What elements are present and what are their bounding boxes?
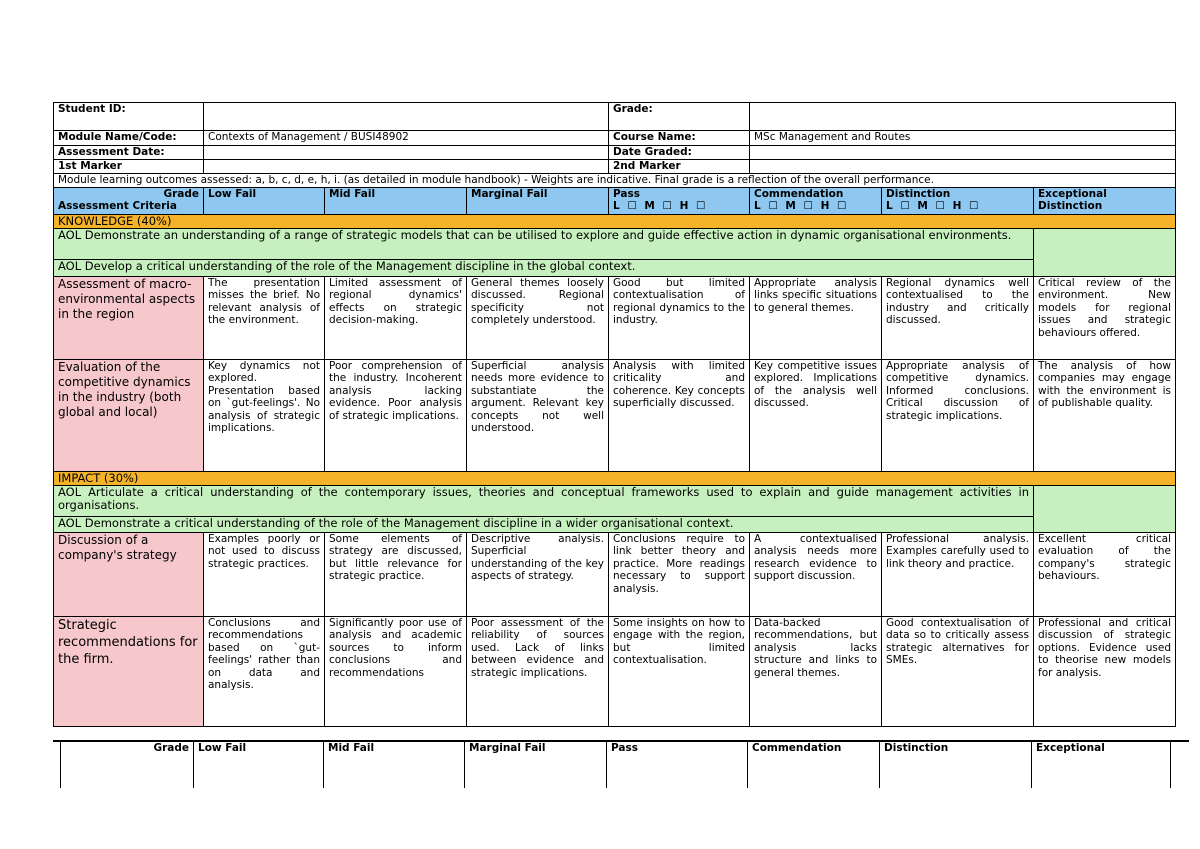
bottom-level-label: Pass [607,742,748,788]
rubric-cell: Key competitive issues explored. Implications of the analysis well discussed. [750,359,882,471]
rubric-cell: Critical review of the environment. New models for regional issues and strategic behaviours offered. [1034,276,1176,359]
student-id-label: Student ID: [54,103,204,131]
grade-label: Grade: [609,103,750,131]
rubric-cell: Professional analysis. Examples carefully used to link theory and practice. [882,532,1034,616]
level-label: Exceptional [1038,187,1107,200]
knowledge-aol-2-row [54,259,1176,276]
bottom-level-label: Low Fail [194,742,324,788]
first-marker-field[interactable] [204,160,609,174]
grade-header-row [54,187,1176,214]
impact-aol-1-row [54,485,1176,516]
bottom-level-label: Mid Fail [324,742,465,788]
rubric-cell: Limited assessment of regional dynamics' effects on strategic decision-making. [325,276,467,359]
level-low-fail [204,187,325,214]
rubric-page [53,102,1175,727]
lmh-checkboxes[interactable]: L ☐ M ☐ H ☐ [754,200,849,212]
level-mid-fail [325,187,467,214]
assessment-date-field[interactable] [204,146,609,160]
rubric-cell: Good contextualisation of data so to critically assess strategic alternatives for SMEs. [882,616,1034,726]
rubric-cell: Poor comprehension of the industry. Incoherent analysis lacking evidence. Poor analysis of strategic implications. [325,359,467,471]
module-label: Module Name/Code: [54,131,204,146]
level-sub-label: Distinction [1038,200,1103,212]
rubric-cell: Appropriate analysis links specific situations to general themes. [750,276,882,359]
impact-title: IMPACT (30%) [54,471,1176,485]
criterion-competitive-dynamics: Evaluation of the competitive dynamics in the industry (both global and local) [54,359,204,471]
level-distinction [882,187,1034,214]
bottom-level-label: Distinction [880,742,1032,788]
rubric-cell: Data-backed recommendations, but analysis lacks structure and links to general themes. [750,616,882,726]
criteria-header-label: Assessment Criteria [58,200,177,212]
rubric-cell: A contextualised analysis needs more research evidence to support discussion. [750,532,882,616]
level-label: Low Fail [208,187,257,200]
rubric-cell: Excellent critical evaluation of the company's strategic behaviours. [1034,532,1176,616]
table-row [54,532,1176,616]
knowledge-aol-1-row [54,228,1176,259]
table-row [54,359,1176,471]
date-graded-field[interactable] [750,146,1176,160]
rubric-cell: General themes loosely discussed. Regional specificity not completely understood. [467,276,609,359]
bottom-grade-row [60,742,1175,788]
bottom-level-label: Exceptional [1032,742,1171,788]
impact-section-row [54,471,1176,485]
rubric-cell: Poor assessment of the reliability of sources used. Lack of links between evidence and strategic implications. [467,616,609,726]
second-marker-label: 2nd Marker [609,160,750,174]
level-label: Pass [613,187,640,200]
rubric-cell: Conclusions require to link better theory and practice. More readings necessary to support analysis. [609,532,750,616]
bottom-grade-label: Grade [61,742,194,788]
knowledge-section-row [54,214,1176,228]
level-marginal-fail [467,187,609,214]
criterion-company-strategy: Discussion of a company's strategy [54,532,204,616]
rubric-cell: Key dynamics not explored. Presentation based on `gut-feelings'. No analysis of strategic implications. [204,359,325,471]
grade-header-label: Grade [163,187,199,200]
level-pass [609,187,750,214]
student-id-field[interactable] [204,103,609,131]
module-row [54,131,1176,146]
first-marker-label: 1st Marker [54,160,204,174]
rubric-cell: Significantly poor use of analysis and academic sources to inform conclusions and recommendations [325,616,467,726]
level-label: Commendation [754,187,844,200]
lmh-checkboxes[interactable]: L ☐ M ☐ H ☐ [613,200,708,212]
table-row [54,276,1176,359]
criterion-macro-environment: Assessment of macro-environmental aspects in the region [54,276,204,359]
level-exceptional [1034,187,1176,214]
impact-aol-spacer [1034,485,1176,532]
rubric-cell: Analysis with limited criticality and coherence. Key concepts superficially discussed. [609,359,750,471]
level-label: Distinction [886,187,951,200]
rubric-table [53,102,1176,727]
bottom-level-label: Commendation [748,742,880,788]
criterion-strategic-recommendations: Strategic recommendations for the firm. [54,616,204,726]
rubric-cell: Examples poorly or not used to discuss strategic practices. [204,532,325,616]
level-commendation [750,187,882,214]
knowledge-aol-2: AOL Develop a critical understanding of the role of the Management discipline in the global context. [54,259,1034,276]
second-marker-field[interactable] [750,160,1176,174]
bottom-grade-table [60,742,1171,788]
bottom-level-label: Marginal Fail [465,742,607,788]
outcomes-note: Module learning outcomes assessed: a, b, c, d, e, h, i. (as detailed in module handbook) - Weights are indicative. Final grade is a reflection of the overall performance. [54,174,1176,188]
rubric-cell: Appropriate analysis of competitive dynamics. Informed conclusions. Critical discussion of strategic implications. [882,359,1034,471]
impact-aol-1: AOL Articulate a critical understanding of the contemporary issues, theories and conceptual frameworks used to explain and guide management activities in organisations. [54,485,1034,516]
lmh-checkboxes[interactable]: L ☐ M ☐ H ☐ [886,200,981,212]
rubric-cell: Good but limited contextualisation of regional dynamics to the industry. [609,276,750,359]
level-label: Mid Fail [329,187,376,200]
impact-aol-2: AOL Demonstrate a critical understanding of the role of the Management discipline in a wider organisational context. [54,516,1034,532]
student-id-row [54,103,1176,131]
assessment-date-row [54,146,1176,160]
table-row [54,616,1176,726]
rubric-cell: Regional dynamics well contextualised to the industry and critically discussed. [882,276,1034,359]
impact-aol-2-row [54,516,1176,532]
rubric-cell: Professional and critical discussion of strategic options. Evidence used to theorise new models for analysis. [1034,616,1176,726]
assessment-date-label: Assessment Date: [54,146,204,160]
level-label: Marginal Fail [471,187,548,200]
marker-row [54,160,1176,174]
rubric-cell: The presentation misses the brief. No relevant analysis of the environment. [204,276,325,359]
course-label: Course Name: [609,131,750,146]
rubric-cell: Superficial analysis needs more evidence to substantiate the argument. Relevant key concepts not well understood. [467,359,609,471]
knowledge-title: KNOWLEDGE (40%) [54,214,1176,228]
rubric-cell: Conclusions and recommendations based on `gut-feelings' rather than on data and analysis. [204,616,325,726]
grade-criteria-header [54,187,204,214]
knowledge-aol-spacer [1034,228,1176,276]
grade-field[interactable] [750,103,1176,131]
course-value: MSc Management and Routes [750,131,1176,146]
rubric-cell: The analysis of how companies may engage with the environment is of publishable quality. [1034,359,1176,471]
outcomes-row [54,174,1176,188]
module-value: Contexts of Management / BUSI48902 [204,131,609,146]
knowledge-aol-1: AOL Demonstrate an understanding of a range of strategic models that can be utilised to explore and guide effective action in dynamic organisational environments. [54,228,1034,259]
rubric-cell: Descriptive analysis. Superficial understanding of the key aspects of strategy. [467,532,609,616]
rubric-cell: Some insights on how to engage with the region, but limited contextualisation. [609,616,750,726]
date-graded-label: Date Graded: [609,146,750,160]
rubric-cell: Some elements of strategy are discussed, but little relevance for strategic practice. [325,532,467,616]
